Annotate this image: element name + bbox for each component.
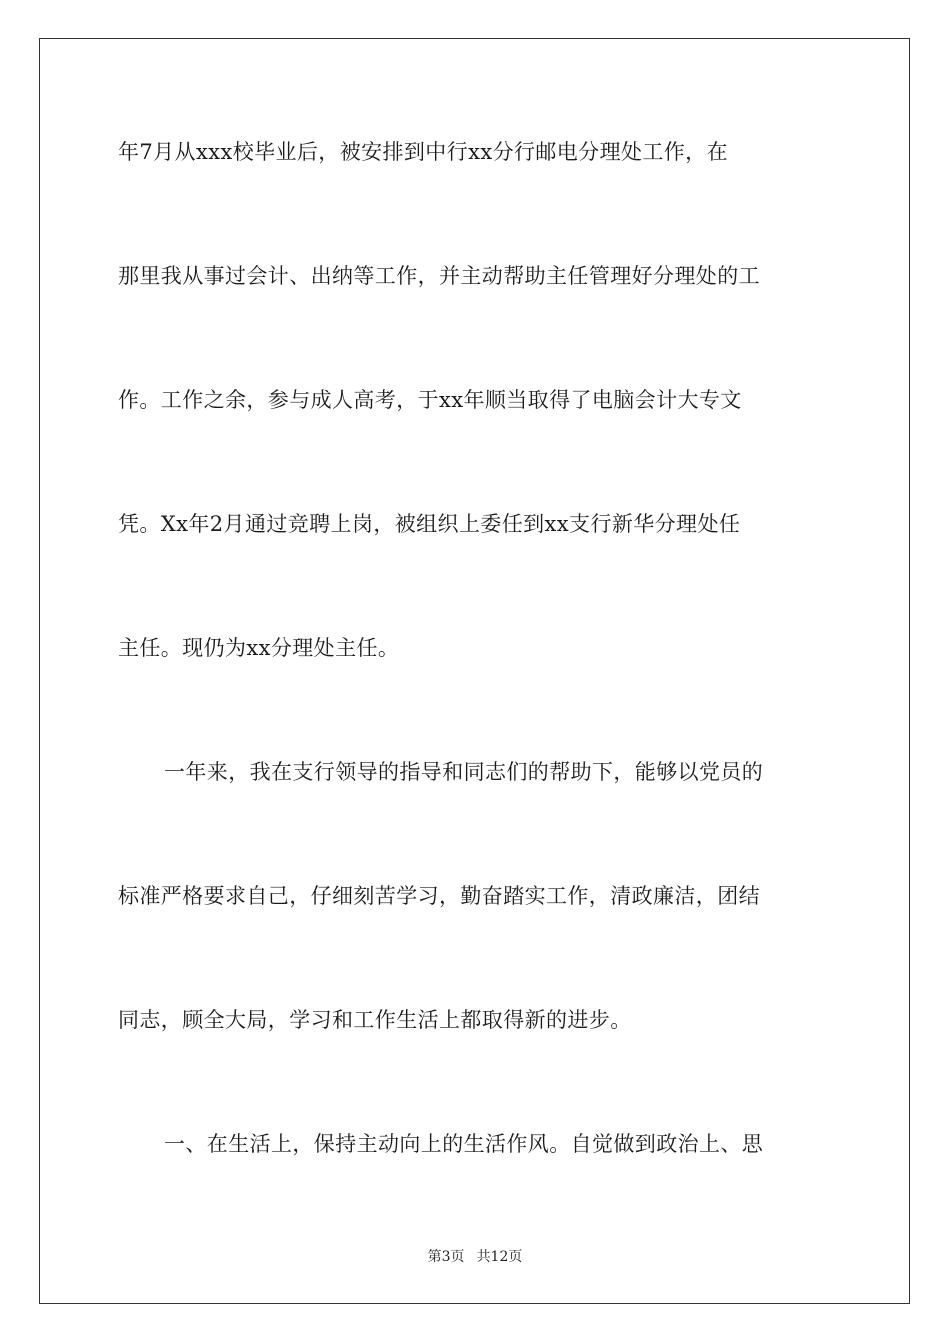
body-line-2: 那里我从事过会计、出纳等工作，并主动帮助主任管理好分理处的工 <box>118 264 760 288</box>
body-line-5: 主任。现仍为xx分理处主任。 <box>118 636 400 660</box>
page-border <box>39 38 910 1304</box>
body-line-6: 一年来，我在支行领导的指导和同志们的帮助下，能够以党员的 <box>164 760 764 784</box>
body-line-3: 作。工作之余，参与成人高考，于xx年顺当取得了电脑会计大专文 <box>118 388 742 412</box>
body-line-1: 年7月从xxx校毕业后，被安排到中行xx分行邮电分理处工作，在 <box>118 140 728 164</box>
body-line-4: 凭。Xx年2月通过竞聘上岗，被组织上委任到xx支行新华分理处任 <box>118 512 741 536</box>
body-line-9: 一、在生活上，保持主动向上的生活作风。自觉做到政治上、思 <box>164 1132 764 1156</box>
body-line-8: 同志，顾全大局，学习和工作生活上都取得新的进步。 <box>118 1008 632 1032</box>
page-number: 第3页 <box>427 1249 465 1265</box>
body-line-7: 标准严格要求自己，仔细刻苦学习，勤奋踏实工作，清政廉洁，团结 <box>118 884 760 908</box>
page-total: 共12页 <box>476 1249 523 1265</box>
page-footer <box>0 1248 950 1266</box>
